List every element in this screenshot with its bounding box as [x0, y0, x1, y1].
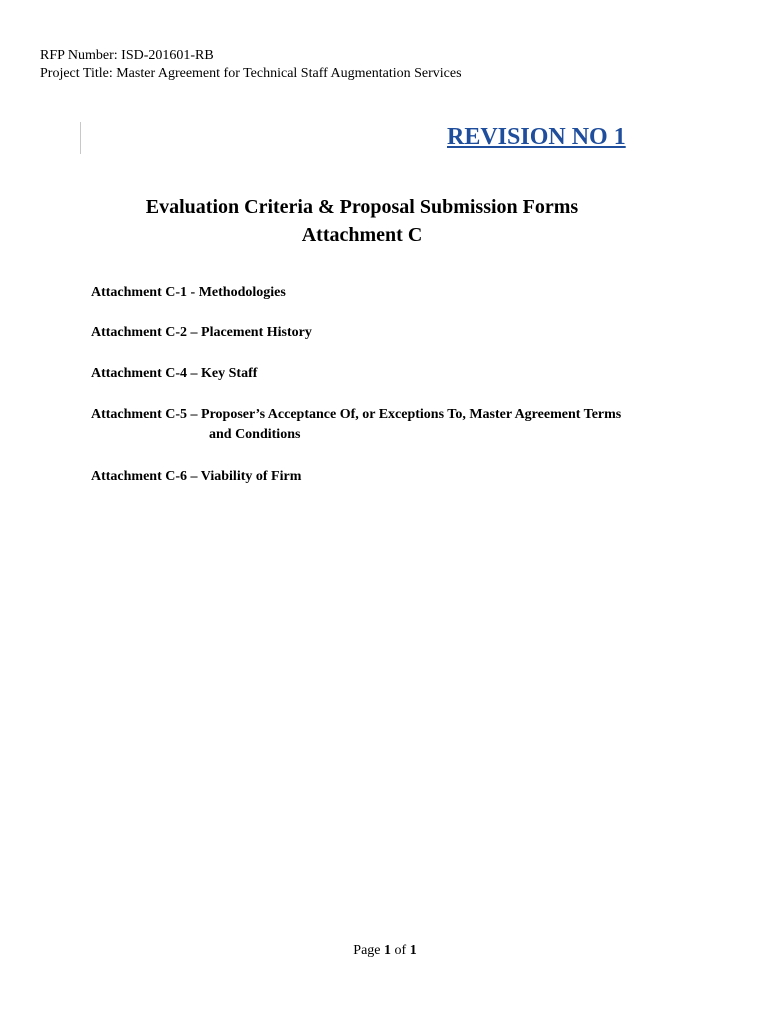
page-header [40, 47, 462, 83]
rfp-number: RFP Number: ISD-201601-RB [40, 48, 214, 63]
attachment-item-c6 [91, 467, 301, 487]
attachment-item-c2 [91, 323, 312, 343]
page-of: of [391, 943, 410, 958]
revision-label: REVISION NO 1 [447, 124, 626, 150]
document-title: Evaluation Criteria & Proposal Submission Forms [145, 196, 579, 218]
attachment-label: Attachment C-1 - Methodologies [91, 285, 286, 300]
attachment-label: Attachment C-2 – Placement History [91, 325, 312, 340]
current-page-number: 1 [384, 943, 392, 958]
document-subtitle: Attachment C [301, 224, 423, 246]
attachment-item-c1 [91, 283, 286, 303]
attachment-item-c5 [91, 405, 621, 445]
attachment-label: Attachment C-6 – Viability of Firm [91, 469, 302, 484]
project-title: Project Title: Master Agreement for Technical Staff Augmentation Services [40, 66, 462, 81]
attachment-item-c4 [91, 364, 257, 384]
page-footer [0, 943, 770, 959]
total-page-count: 1 [409, 943, 417, 958]
page-prefix: Page [353, 943, 385, 958]
attachment-label: Attachment C-5 – Proposer’s Acceptance Of, or Exceptions To, Master Agreement Terms [91, 407, 622, 422]
revision-margin-bar [80, 122, 81, 154]
attachment-label: Attachment C-4 – Key Staff [91, 366, 258, 381]
attachment-label-continuation: and Conditions [209, 427, 301, 442]
